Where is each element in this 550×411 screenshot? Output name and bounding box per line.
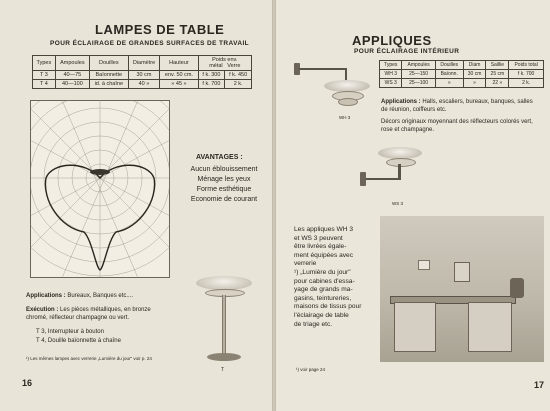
col-header xyxy=(198,56,251,71)
note-line: verrerie xyxy=(294,260,317,268)
note-line: Les appliques WH 3 xyxy=(294,226,354,233)
right-title: APPLIQUES xyxy=(352,33,432,48)
note-line: l'éclairage de table xyxy=(294,311,349,319)
left-title: LAMPES DE TABLE xyxy=(95,22,225,37)
col-header: Diamètre xyxy=(128,56,160,71)
table-cell: 40 » xyxy=(128,80,160,89)
lumiere-note xyxy=(294,226,368,329)
note-line: ment équipées avec xyxy=(294,251,354,259)
decor-text: Décors originaux moyennant des réflecteurs colorés vert, rose et champagne. xyxy=(381,119,533,133)
left-page xyxy=(0,0,272,411)
col-header: Douilles xyxy=(435,61,463,70)
table-row xyxy=(380,79,544,88)
table-cell: 25—150 xyxy=(402,70,435,79)
applications-line xyxy=(26,292,186,300)
left-spec-table xyxy=(32,55,252,89)
execution-text: Les pièces métalliques, en bronze chromé, réflecteur champagne ou vert. xyxy=(26,307,151,321)
page-number-right: 17 xyxy=(534,380,545,390)
avantage-item: Ménage les yeux xyxy=(197,176,251,183)
col-header: Ampoules xyxy=(402,61,435,70)
t4-note: T 4, Douille baïonnette à chaîne xyxy=(36,338,121,344)
table-cell: id. à chaîne xyxy=(89,80,128,89)
table-cell: 30 cm xyxy=(128,71,160,80)
col-header: Types xyxy=(33,56,56,71)
left-footnote: ¹) Les mêmes lampes avec verrerie „Lumière du jour" voir p. 24 xyxy=(26,356,152,361)
table-cell: Baïonnette xyxy=(89,71,128,80)
execution-label: Exécution : xyxy=(26,307,59,313)
table-cell: T 3 xyxy=(33,71,56,80)
table-cell: 40—100 xyxy=(55,80,89,89)
note-line: pour cabines d'essa- xyxy=(294,277,355,285)
col-header: Hauteur xyxy=(160,56,198,71)
right-spec-table xyxy=(379,60,544,88)
avantage-item: Forme esthétique xyxy=(196,186,252,193)
table-row xyxy=(33,80,252,89)
table-cell: 22 » xyxy=(486,79,509,88)
caption-wh3: WH 3 xyxy=(339,115,351,120)
table-cell: Baïonn. xyxy=(435,70,463,79)
table-cell: 25 cm xyxy=(486,70,509,79)
right-footnote: ¹) voir page 24 xyxy=(296,367,326,372)
caption-ws3: WS 3 xyxy=(392,201,404,206)
note-line: de triage etc. xyxy=(294,320,333,328)
avantage-item: Aucun éblouissement xyxy=(190,166,258,173)
right-page xyxy=(276,0,550,411)
table-cell: WS 3 xyxy=(380,79,402,88)
lamp-on-wall xyxy=(418,260,430,270)
col-header: Diam xyxy=(463,61,486,70)
desk-drawers-right xyxy=(468,302,512,352)
table-cell: f k. 300 xyxy=(198,71,225,80)
col-header: Poids total xyxy=(509,61,544,70)
left-subtitle: POUR ÉCLAIRAGE DE GRANDES SURFACES DE TRAVAIL xyxy=(50,40,250,47)
table-cell: f k. 700 xyxy=(198,80,225,89)
chair xyxy=(510,278,524,298)
table-cell: 2 k. xyxy=(509,79,544,88)
col-header: Douilles xyxy=(89,56,128,71)
table-cell: f k. 450 xyxy=(225,71,252,80)
table-cell: f k. 700 xyxy=(509,70,544,79)
table-cell: 25—100 xyxy=(402,79,435,88)
col-header: Ampoules xyxy=(55,56,89,71)
col-header-weight: Poids env. xyxy=(212,57,238,63)
applications-text: Bureaux, Banques etc.... xyxy=(67,293,134,299)
applications-label: Applications : xyxy=(381,99,421,105)
wall-frame xyxy=(454,262,470,282)
desk-photo xyxy=(380,216,544,362)
light-distribution-diagram xyxy=(30,100,170,278)
applications-text: Halls, escaliers, bureaux, banques, salles de réunion, coiffeurs etc. xyxy=(381,99,533,113)
table-cell: 2 k. xyxy=(225,80,252,89)
table-cell: 40—75 xyxy=(55,71,89,80)
avantages-list xyxy=(184,165,264,205)
table-cell: WH 3 xyxy=(380,70,402,79)
avantage-item: Economie de courant xyxy=(190,196,258,203)
table-cell: » 45 » xyxy=(160,80,198,89)
avantages-title: AVANTAGES : xyxy=(196,154,243,161)
col-header: Saillie xyxy=(486,61,509,70)
table-cell: env. 50 cm. xyxy=(160,71,198,80)
page-number-left: 16 xyxy=(22,378,33,388)
note-line: et WS 3 peuvent xyxy=(294,234,343,242)
table-cell: » xyxy=(435,79,463,88)
right-applications xyxy=(381,98,541,114)
note-line: être livrées égale- xyxy=(294,243,347,251)
table-row xyxy=(33,71,252,80)
col-header-glass: Verre xyxy=(227,63,241,69)
t3-note: T 3, Interrupteur à bouton xyxy=(36,329,104,335)
table-cell: 30 cm xyxy=(463,70,486,79)
note-line: maisons de tissus pour xyxy=(294,303,362,311)
note-line: gasins, teintureries, xyxy=(294,294,352,302)
note-line: ¹) „Lumière du jour" xyxy=(294,268,351,276)
figure-caption: T xyxy=(221,367,225,373)
table-row xyxy=(380,70,544,79)
table-cell: T 4 xyxy=(33,80,56,89)
applications-label: Applications : xyxy=(26,293,66,299)
note-line: yage de grands ma- xyxy=(294,286,353,294)
table-cell: » xyxy=(463,79,486,88)
col-header-metal: métal xyxy=(209,63,223,69)
right-subtitle: POUR ÉCLAIRAGE INTÉRIEUR xyxy=(354,48,460,55)
execution-block xyxy=(26,306,166,322)
col-header: Types xyxy=(380,61,402,70)
desk-drawers-left xyxy=(394,302,436,352)
